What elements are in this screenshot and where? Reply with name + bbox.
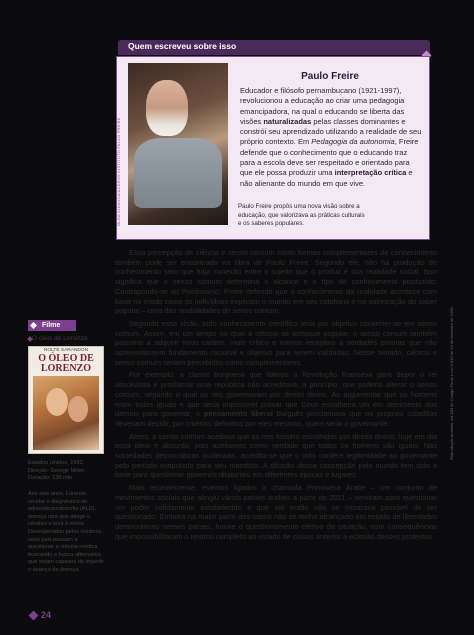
photo-credit: OLGA CHIANCA/ACERVO INSTITUTO PAULO FREIRE	[116, 117, 121, 226]
film-heading	[28, 335, 88, 342]
poster-face	[68, 396, 88, 422]
film-tag-label: Filme	[42, 322, 61, 329]
bio-part: , Freire defende que o conhecimento que o educando traz para a escola deve ser respeitado e orientado para que ele possa produzir uma	[240, 137, 419, 178]
poster-actors: NOLTE SARANDON	[43, 348, 89, 353]
poster-face	[46, 388, 68, 416]
film-synopsis: Aos seis anos, Lorenzo recebe o diagnóstico de adrenoleucodistrofia (ALD), doença rara que atinge o cérebro e leva à morte. Desesperados pelos médicos, seus pais passam a questionar a ciência médica buscando a busca alternativa que sejam capazes de impedir o avanço da doença.	[28, 491, 104, 573]
author-photo-face	[146, 80, 188, 136]
page-number: 24	[41, 610, 52, 620]
poster-title: O ÓLEO DE LORENZO	[38, 353, 94, 374]
film-details: Estados Unidos, 1992. Direção: George Miller. Duração: 135 min.	[28, 460, 86, 482]
box-title: Quem escreveu sobre isso	[128, 41, 237, 51]
paragraph-part: burguês proclamava que os próprios cidadãos deveriam decidir, por critérios definidos por eles mesmos, quem seria o governante.	[115, 409, 437, 428]
main-text	[115, 248, 437, 544]
author-photo-shirt	[134, 138, 222, 208]
bio-part: Educador e filósofo pernambucano (1921-1997), revolucionou a educação ao criar uma pedagogia emancipadora, na qual o educando se liberta das visões	[240, 86, 405, 126]
bio-part: e não alienante do mundo em que vive.	[240, 168, 413, 188]
author-name: Paulo Freire	[301, 71, 359, 82]
bio-bold: interpretação crítica	[334, 168, 407, 178]
paragraph-part: Por exemplo, a classe burguesa que liderou a Revolução Francesa para depor o rei absolutista e proclamar uma república não acreditava, a princípio, que poderia alterar o senso comum, segundo o qual os reis governavam por direito divino. Ao argumentar que os homens eram todos iguais e que seria impossível provar que Deus escolheria um em detrimento dos demais para governar, o	[115, 370, 437, 419]
paragraph: Antes, o senso comum aceitava que os reis fossem escolhidos por direito divino; hoje em dia essa ideia é absurda, pois aceitamos como verdade que todos os homens são iguais. Nas sociedades democráticas ocidentais, acredita-se que o voto confere legitimidade ao governante pelo período estipulado para seu mandato. A difusão dessa concepção pelo mundo tem sido a base para questionar governos ditatoriais em diferentes épocas e lugares.	[115, 431, 437, 480]
diamond-icon	[29, 611, 39, 621]
paragraph: Segundo essa visão, todo conhecimento científico teria por objetivo converter-se em senso comum. Assim, em um tempo no qual a ciência se tornasse popular, o senso comum também passaria a adquirir novo caráter, mais crítico e menos receptivo a verdades prontas que não apresentassem fundamento racional e objetivo para serem validadas. Nesse sentido, ciência e senso comum seriam percebidos como complementares.	[115, 318, 437, 367]
paragraph	[115, 370, 437, 428]
bio-bold: naturalizadas	[263, 116, 312, 126]
bio-italic: Pedagogia da autonomia	[311, 137, 395, 147]
film-heading-text: O óleo de Lorenzo	[31, 335, 88, 342]
paragraph-bold: pensamento liberal	[203, 409, 273, 419]
photo-caption: Paulo Freire propôs uma nova visão sobre a educação, que valorizava as práticas culturais e os saberes populares.	[238, 203, 365, 228]
poster-image	[33, 376, 99, 450]
bio-part: pelas classes dominantes e constrói seu aprendizado utilizando a realidade de seu próprio contexto. Em	[240, 116, 422, 147]
paragraph: Essa percepção de ciência e senso comum como formas complementares de conhecimento também pode ser encontrada na obra de Paulo Freire. Segundo ele, não há produção de conhecimento sem que haja conexão entre o sujeito que o produz e sua realidade social. Isso significa que o senso comum determina o alcance e o tipo de conhecimento produzido. Contrapondo-se ao Positivismo, Freire defende que o conhecimento da realidade acontece com base no modo como os indivíduos explicam o mundo em seu cotidiano e na valorização do saber popular – uma das modalidades do senso comum.	[115, 248, 437, 316]
author-bio	[240, 86, 422, 189]
copyright-note: Reprodução proibida. Art.184 do Código Penal e Lei 9.610 de 19 de fevereiro de 1998.	[449, 306, 454, 460]
paragraph: Mais recentemente, eventos ligados à chamada Primavera Árabe – um conjunto de movimentos sociais que atingiu vários países árabes a partir de 2011 – serviram para questionar um poder solidamente estabelecido e que até então não se mostrava passível de ser questionado. Embora na maior parte dos casos não se tenha alcançado um estado de liberdades democráticas nesses países, houve o questionamento efetivo da situação, com consequências que impossibilitaram o retorno completo ao estado de coisas anterior à eclosão desses protestos.	[115, 483, 437, 541]
